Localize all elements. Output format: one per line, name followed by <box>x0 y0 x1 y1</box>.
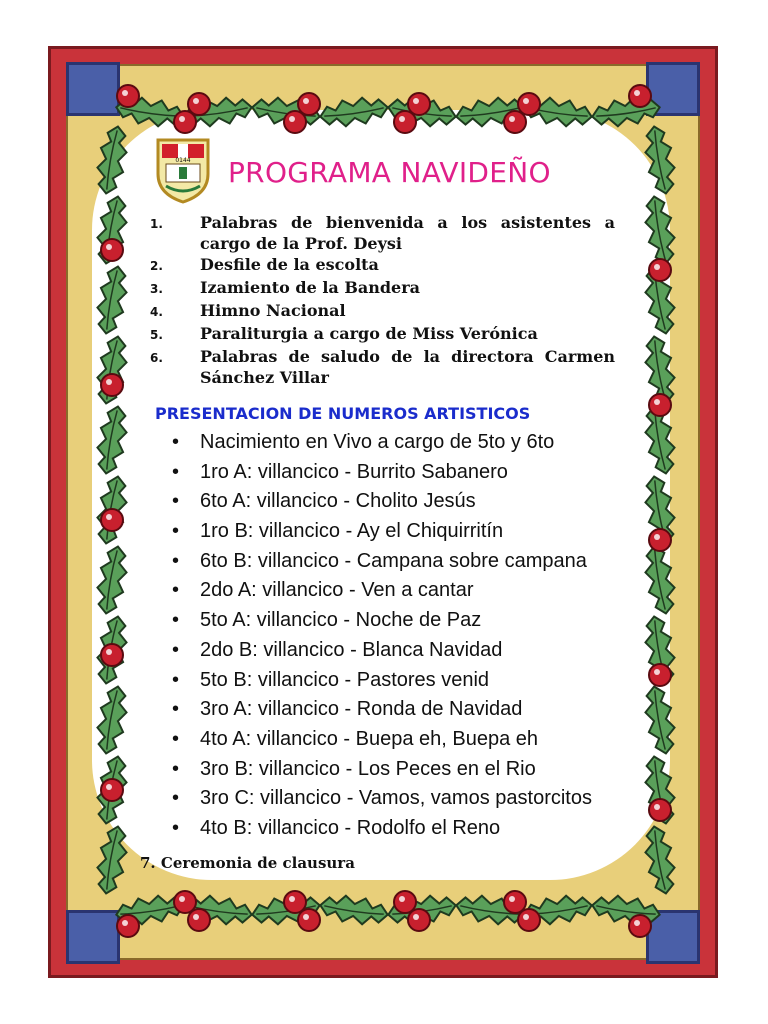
bullet-icon: • <box>172 668 180 691</box>
agenda-item <box>150 254 615 277</box>
list-item-text: 1ro B: villancico - Ay el Chiquirritín <box>200 520 504 543</box>
agenda-item-number: 5. <box>150 328 163 342</box>
list-item-text: 6to A: villancico - Cholito Jesús <box>200 490 476 513</box>
list-item <box>172 458 632 488</box>
agenda-item-text: Himno Nacional <box>200 301 346 320</box>
list-item-text: 2do A: villancico - Ven a cantar <box>200 579 474 602</box>
list-item-text: 6to B: villancico - Campana sobre campana <box>200 549 587 572</box>
bullet-icon: • <box>172 460 180 483</box>
list-item <box>172 814 632 844</box>
closing-item: 7. Ceremonia de clausura <box>140 854 355 872</box>
bullet-icon: • <box>172 816 180 839</box>
list-item-text: 5to B: villancico - Pastores venid <box>200 668 490 691</box>
bullet-icon: • <box>172 757 180 780</box>
list-item <box>172 725 632 755</box>
list-item <box>172 695 632 725</box>
list-item <box>172 487 632 517</box>
bullet-icon: • <box>172 490 180 513</box>
agenda-item-number: 2. <box>150 259 163 273</box>
list-item <box>172 517 632 547</box>
agenda-item-number: 3. <box>150 282 163 296</box>
bullet-icon: • <box>172 520 180 543</box>
agenda-item-number: 1. <box>150 217 163 231</box>
agenda-item-text: Palabras de saludo de la directora Carmen Sánchez Villar <box>200 347 615 387</box>
list-item <box>172 636 632 666</box>
list-item-text: 5to A: villancico - Noche de Paz <box>200 609 482 632</box>
agenda-item-text: Desfile de la escolta <box>200 255 379 274</box>
performances-list <box>172 428 632 844</box>
list-item-text: 4to B: villancico - Rodolfo el Reno <box>200 816 501 839</box>
agenda-item-number: 4. <box>150 305 163 319</box>
list-item-text: Nacimiento en Vivo a cargo de 5to y 6to <box>200 431 555 453</box>
list-item <box>172 784 632 814</box>
list-item-text: 2do B: villancico - Blanca Navidad <box>200 638 503 661</box>
bullet-icon: • <box>172 549 180 572</box>
list-item-text: 4to A: villancico - Buepa eh, Buepa eh <box>200 727 539 750</box>
section-heading: PRESENTACION DE NUMEROS ARTISTICOS <box>155 404 531 423</box>
bullet-icon: • <box>172 609 180 632</box>
list-item <box>172 428 632 458</box>
bullet-icon: • <box>172 727 180 750</box>
list-item-text: 3ro C: villancico - Vamos, vamos pastorcitos <box>200 787 592 810</box>
logo-number: 0144 <box>175 157 191 164</box>
agenda-item <box>150 212 615 254</box>
bullet-icon: • <box>172 579 180 602</box>
agenda-item <box>150 277 615 300</box>
agenda-list <box>150 212 615 388</box>
list-item <box>172 606 632 636</box>
bullet-icon: • <box>172 787 180 810</box>
agenda-item-text: Paraliturgia a cargo de Miss Verónica <box>200 324 538 343</box>
bullet-icon: • <box>172 431 180 453</box>
bullet-icon: • <box>172 698 180 721</box>
agenda-item-number: 6. <box>150 351 163 365</box>
agenda-item <box>150 300 615 323</box>
list-item-text: 3ro B: villancico - Los Peces en el Rio <box>200 757 536 780</box>
agenda-item <box>150 323 615 346</box>
school-crest-logo <box>152 136 214 204</box>
agenda-item <box>150 346 615 388</box>
list-item-text: 1ro A: villancico - Burrito Sabanero <box>200 460 508 483</box>
list-item <box>172 547 632 577</box>
list-item <box>172 666 632 696</box>
list-item-text: 3ro A: villancico - Ronda de Navidad <box>200 698 523 721</box>
agenda-item-text: Izamiento de la Bandera <box>200 278 421 297</box>
page-title: PROGRAMA NAVIDEÑO <box>228 156 551 189</box>
list-item <box>172 755 632 785</box>
agenda-item-text: Palabras de bienvenida a los asistentes a cargo de la Prof. Deysi <box>200 213 615 253</box>
list-item <box>172 576 632 606</box>
bullet-icon: • <box>172 638 180 661</box>
